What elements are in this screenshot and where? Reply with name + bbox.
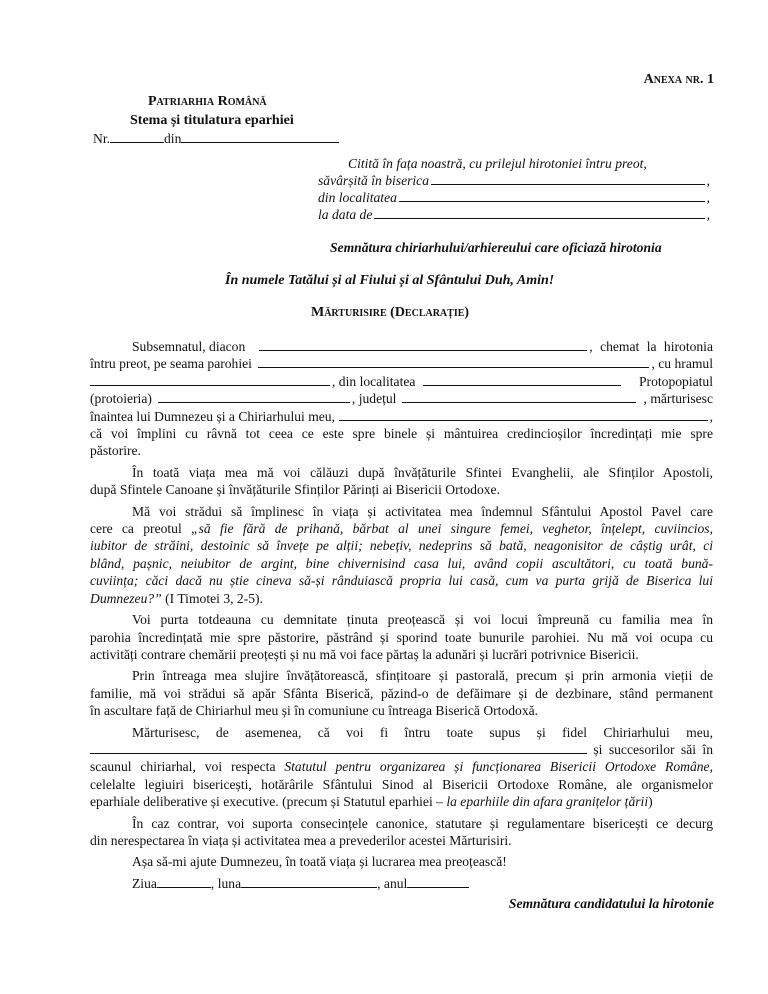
county-field[interactable] <box>402 391 635 403</box>
date-label: la data de <box>318 207 373 222</box>
emblem-title: Stema și titulatura eparhiei <box>130 113 294 128</box>
p5-line-1: Prin întreaga mea slujire învățătorească, sfințitoare și pastorală, precum și prin armonia vieții de <box>132 668 713 684</box>
date-field[interactable] <box>181 131 339 143</box>
hierarch-name-field[interactable] <box>339 409 708 421</box>
reading-line-2: săvârșită în biserica , <box>318 173 710 188</box>
deanery-field[interactable] <box>158 391 350 403</box>
reading-line-4: la data de , <box>318 207 710 222</box>
registration-line <box>93 131 339 147</box>
locality-label: din localitatea <box>318 190 397 205</box>
p5-line-3: în ascultare față de Chiriarhul meu și în comuniune cu întreaga Biserică Ortodoxă. <box>90 703 539 719</box>
church-field[interactable] <box>431 173 705 185</box>
document-title: Mărturisire (Declarație) <box>311 305 470 320</box>
year-field[interactable] <box>407 876 469 888</box>
p2-line-2: după Sfintele Canoane și învățăturile Sfinților Părinți ai Bisericii Ortodoxe. <box>90 482 500 498</box>
p3-line-2: cere ca preotul „să fie fără de prihană, bărbat al unei singure femei, veghetor, înțelept, cuviincios, <box>90 521 713 537</box>
annex-label: Anexa nr. 1 <box>643 72 714 87</box>
day-label: Ziua <box>132 875 157 891</box>
p3-line-4: blând, pașnic, neiubitor de argint, bine chivernisind casa lui, având copii ascultători, cu toată bună- <box>90 555 713 571</box>
p1-line-7: păstorire. <box>90 443 141 459</box>
din-label: din <box>164 131 182 146</box>
p3-line-6: Dumnezeu?” (I Timotei 3, 2-5). <box>90 590 263 606</box>
p1-line-2: întru preot, pe seama parohiei , cu hramul <box>90 356 713 372</box>
nr-field[interactable] <box>110 131 164 143</box>
church-label: săvârșită în biserica <box>318 173 430 188</box>
reading-line-1: Citită în fața noastră, cu prilejul hirotoniei întru preot, <box>348 156 647 171</box>
parish-locality-field[interactable] <box>423 374 621 386</box>
p3-line-1: Mă voi strădui să împlinesc în viața și activitatea mea îndemnul Sfântului Apostol Pavel care <box>132 503 713 519</box>
p1-line-1: Subsemnatul, diacon , chemat la hirotonia <box>132 339 713 354</box>
p6-line-4: celelalte legiuiri bisericești, hotărârile Sfântului Sinod al Bisericii Ortodoxe Române, ale organismelor <box>90 776 713 792</box>
p2-line-1: În toată viața mea mă voi călăuzi după învățăturile Sfintei Evanghelii, ale Sfinților Apostoli, <box>132 464 713 480</box>
closing-line: Așa să-mi ajute Dumnezeu, în toată viața și lucrarea mea preoțească! <box>132 854 507 870</box>
p6-line-1: Mărturisesc, de asemenea, că voi fi întru toate supus și fidel Chiriarhului meu, <box>132 724 713 740</box>
candidate-signature-label: Semnătura candidatului la hirotonie <box>508 896 714 911</box>
p4-line-1: Voi purta totdeauna cu demnitate ținuta preoțească și voi locui împreună cu familia mea în <box>132 612 713 628</box>
deacon-name-field[interactable] <box>259 339 587 351</box>
p6-line-5: eparhiale deliberative și executive. (precum și Statutul eparhiei – la eparhiile din afara granițelor țării) <box>90 794 653 810</box>
reading-date-field[interactable] <box>374 207 704 219</box>
p1-line-6: că voi împlini cu râvnă tot ceea ce este spre binele și mântuirea credincioșilor încredințați mie spre <box>90 426 713 442</box>
p1-line-3: , din localitatea Protopopiatul <box>90 373 713 390</box>
p1-line-5: înaintea lui Dumnezeu și a Chiriarhului meu, , <box>90 408 713 424</box>
p6-line-2: și succesorilor săi în <box>90 741 713 758</box>
year-label: , anul <box>377 875 408 891</box>
locality-field[interactable] <box>399 190 705 202</box>
declaration-body <box>90 338 713 892</box>
p3-line-3: iubitor de străini, destoinic să învețe pe alții; nebețiv, nedeprins să bată, neagonisitor de câștig urât, ci <box>90 538 713 554</box>
p4-line-3: activități contrare chemării preoțești și nu mă voi face părtaș la adunări și lucrări potrivnice Bisericii. <box>90 646 639 662</box>
p1-line-4: (protoieria) , județul , mărturisesc <box>90 391 713 407</box>
hierarch-title-field[interactable] <box>90 742 587 754</box>
day-field[interactable] <box>157 876 211 888</box>
hierarch-signature-label: Semnătura chiriarhului/arhiereului care oficiază hirotonia <box>330 240 662 255</box>
nr-label: Nr. <box>93 131 110 146</box>
p5-line-2: familie, mă voi strădui să apăr Sfânta Biserică, păzind-o de defăimare și de dezbinare, stând permanent <box>90 685 713 701</box>
parish-field[interactable] <box>258 356 650 368</box>
patriarchy-heading: Patriarhia Română <box>148 94 267 109</box>
p3-line-5: cuviința; căci dacă nu știe cineva să-și rânduiască propria lui casă, cum va purta grijă de Biserica lui <box>90 573 713 589</box>
reading-line-3: din localitatea , <box>318 190 710 205</box>
month-label: , luna <box>210 875 242 891</box>
patron-saint-field[interactable] <box>90 374 330 386</box>
date-line <box>90 875 713 892</box>
p7-line-1: În caz contrar, voi suporta consecințele canonice, statutare și regulamentare bisericești ce decurg <box>132 815 713 831</box>
p4-line-2: parohia încredințată mie spre păstorire, păstrând și sporind toate bunurile parohiei. Nu mă voi ocupa cu <box>90 629 713 645</box>
p7-line-2: din nerespectarea în viața și activitatea mea a prevederilor acestei Mărturisiri. <box>90 832 512 848</box>
invocation: În numele Tatălui și al Fiului și al Sfântului Duh, Amin! <box>225 273 555 288</box>
p6-line-3: scaunul chiriarhal, voi respecta Statutul pentru organizarea și funcționarea Bisericii Ortodoxe Române, <box>90 759 713 775</box>
month-field[interactable] <box>241 876 377 888</box>
